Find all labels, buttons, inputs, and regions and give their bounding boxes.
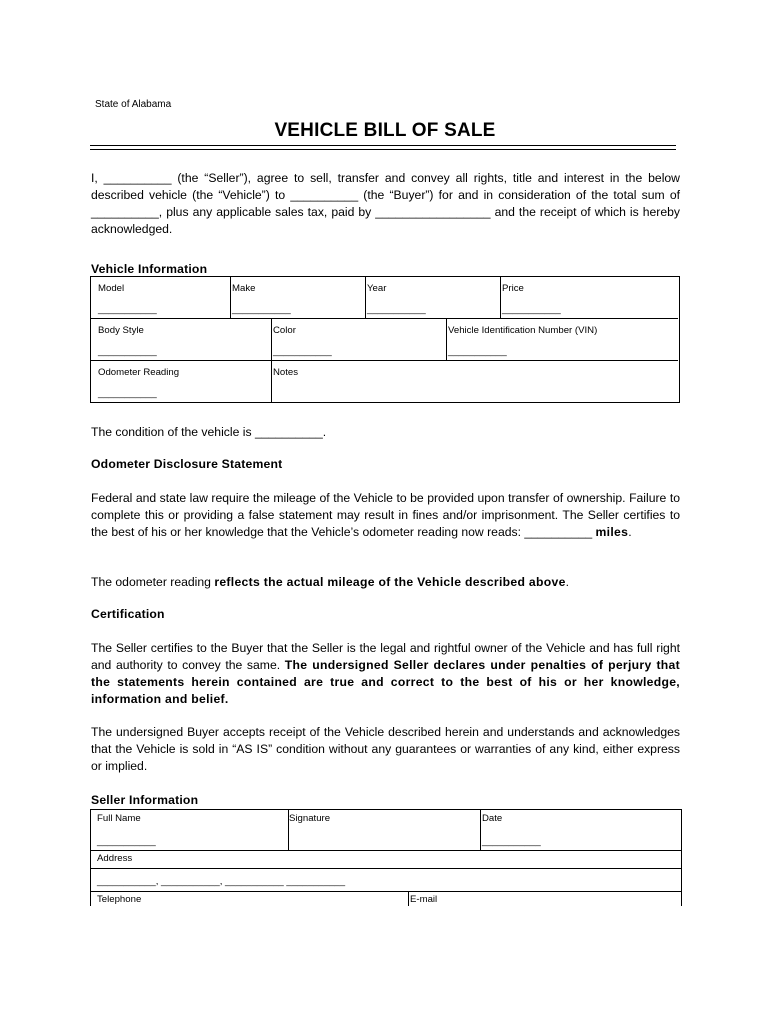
certification-bold-text: The undersigned Seller declares under penalties of perjury that the statements herein contained are true and correct to the best of his or her knowledge, information and belief. <box>91 658 680 706</box>
address-field[interactable]: ___________, ___________, ___________ ___________ <box>97 876 346 887</box>
state-label: State of Alabama <box>95 99 172 110</box>
title-underline-second <box>90 149 676 150</box>
col-divider <box>230 277 231 318</box>
email-label: E-mail <box>410 894 438 905</box>
vin-label: Vehicle Identification Number (VIN) <box>448 325 598 336</box>
vehicle-info-heading: Vehicle Information <box>91 262 208 276</box>
certification-text: The Seller certifies to the Buyer that the Seller is the legal and rightful owner of the Vehicle and has full right and authority to convey the same. <box>91 641 680 672</box>
col-divider <box>271 318 272 360</box>
row-divider <box>91 868 681 869</box>
date-field[interactable]: ___________ <box>482 836 541 847</box>
row-divider <box>91 360 678 361</box>
col-divider <box>480 810 481 850</box>
col-divider <box>365 277 366 318</box>
row-divider <box>91 891 681 892</box>
full-name-label: Full Name <box>97 813 141 824</box>
col-divider <box>271 360 272 402</box>
col-divider <box>500 277 501 318</box>
full-name-field[interactable]: ___________ <box>97 836 156 847</box>
make-label: Make <box>232 283 256 294</box>
seller-info-heading: Seller Information <box>91 793 199 807</box>
price-label: Price <box>502 283 524 294</box>
col-divider <box>408 891 409 906</box>
vehicle-info-table <box>90 276 680 403</box>
telephone-label: Telephone <box>97 894 142 905</box>
body-style-label: Body Style <box>98 325 144 336</box>
odometer-heading: Odometer Disclosure Statement <box>91 457 283 471</box>
odometer-reading-end: . <box>565 575 570 589</box>
odometer-reading-paragraph <box>91 574 680 591</box>
odometer-paragraph <box>91 490 680 541</box>
model-field[interactable]: ___________ <box>98 304 157 315</box>
miles-period: . <box>628 525 632 539</box>
document-title: VEHICLE BILL OF SALE <box>274 120 496 141</box>
signature-label: Signature <box>289 813 331 824</box>
certification-heading: Certification <box>91 607 165 621</box>
seller-info-table <box>90 809 682 906</box>
color-field[interactable]: ___________ <box>273 346 332 357</box>
buyer-acceptance-paragraph: The undersigned Buyer accepts receipt of the Vehicle described herein and understands and acknowledges that the Vehicle is sold in “AS IS” condition without any guarantees or warranties of any kind, either express or implied. <box>91 725 680 773</box>
date-label: Date <box>482 813 503 824</box>
condition-line: The condition of the vehicle is __________. <box>91 425 327 439</box>
year-label: Year <box>367 283 387 294</box>
title-underline <box>90 145 676 146</box>
make-field[interactable]: ___________ <box>232 304 291 315</box>
address-label: Address <box>97 853 133 864</box>
year-field[interactable]: ___________ <box>367 304 426 315</box>
miles-text: miles <box>595 525 629 539</box>
odometer-field[interactable]: ___________ <box>98 388 157 399</box>
body-style-field[interactable]: ___________ <box>98 346 157 357</box>
odometer-reading-start: The odometer reading <box>91 575 215 589</box>
odometer-text: Federal and state law require the mileage of the Vehicle to be provided upon transfer of ownership. Failure to complete this or providing a false statement may result in fines and/or imprisonment. The Seller certifies to the best of his or her knowledge that the Vehicle’s odometer reading now reads: __________ <box>91 491 680 539</box>
col-divider <box>446 318 447 360</box>
odometer-reading-bold: reflects the actual mileage of the Vehicle described above <box>214 575 566 589</box>
odometer-label: Odometer Reading <box>98 367 180 378</box>
row-divider <box>91 850 681 851</box>
row-divider <box>91 318 678 319</box>
intro-paragraph: I, __________ (the “Seller”), agree to sell, transfer and convey all rights, title and interest in the below described vehicle (the “Vehicle”) to __________ (the “Buyer”) for and in consideration of the total sum of __________, plus any applicable sales tax, paid by _________________ and the receipt of which is hereby acknowledged. <box>91 171 680 236</box>
color-label: Color <box>273 325 296 336</box>
model-label: Model <box>98 283 125 294</box>
vin-field[interactable]: ___________ <box>448 346 507 357</box>
certification-paragraph <box>91 640 680 708</box>
price-field[interactable]: ___________ <box>502 304 561 315</box>
notes-label: Notes <box>273 367 299 378</box>
